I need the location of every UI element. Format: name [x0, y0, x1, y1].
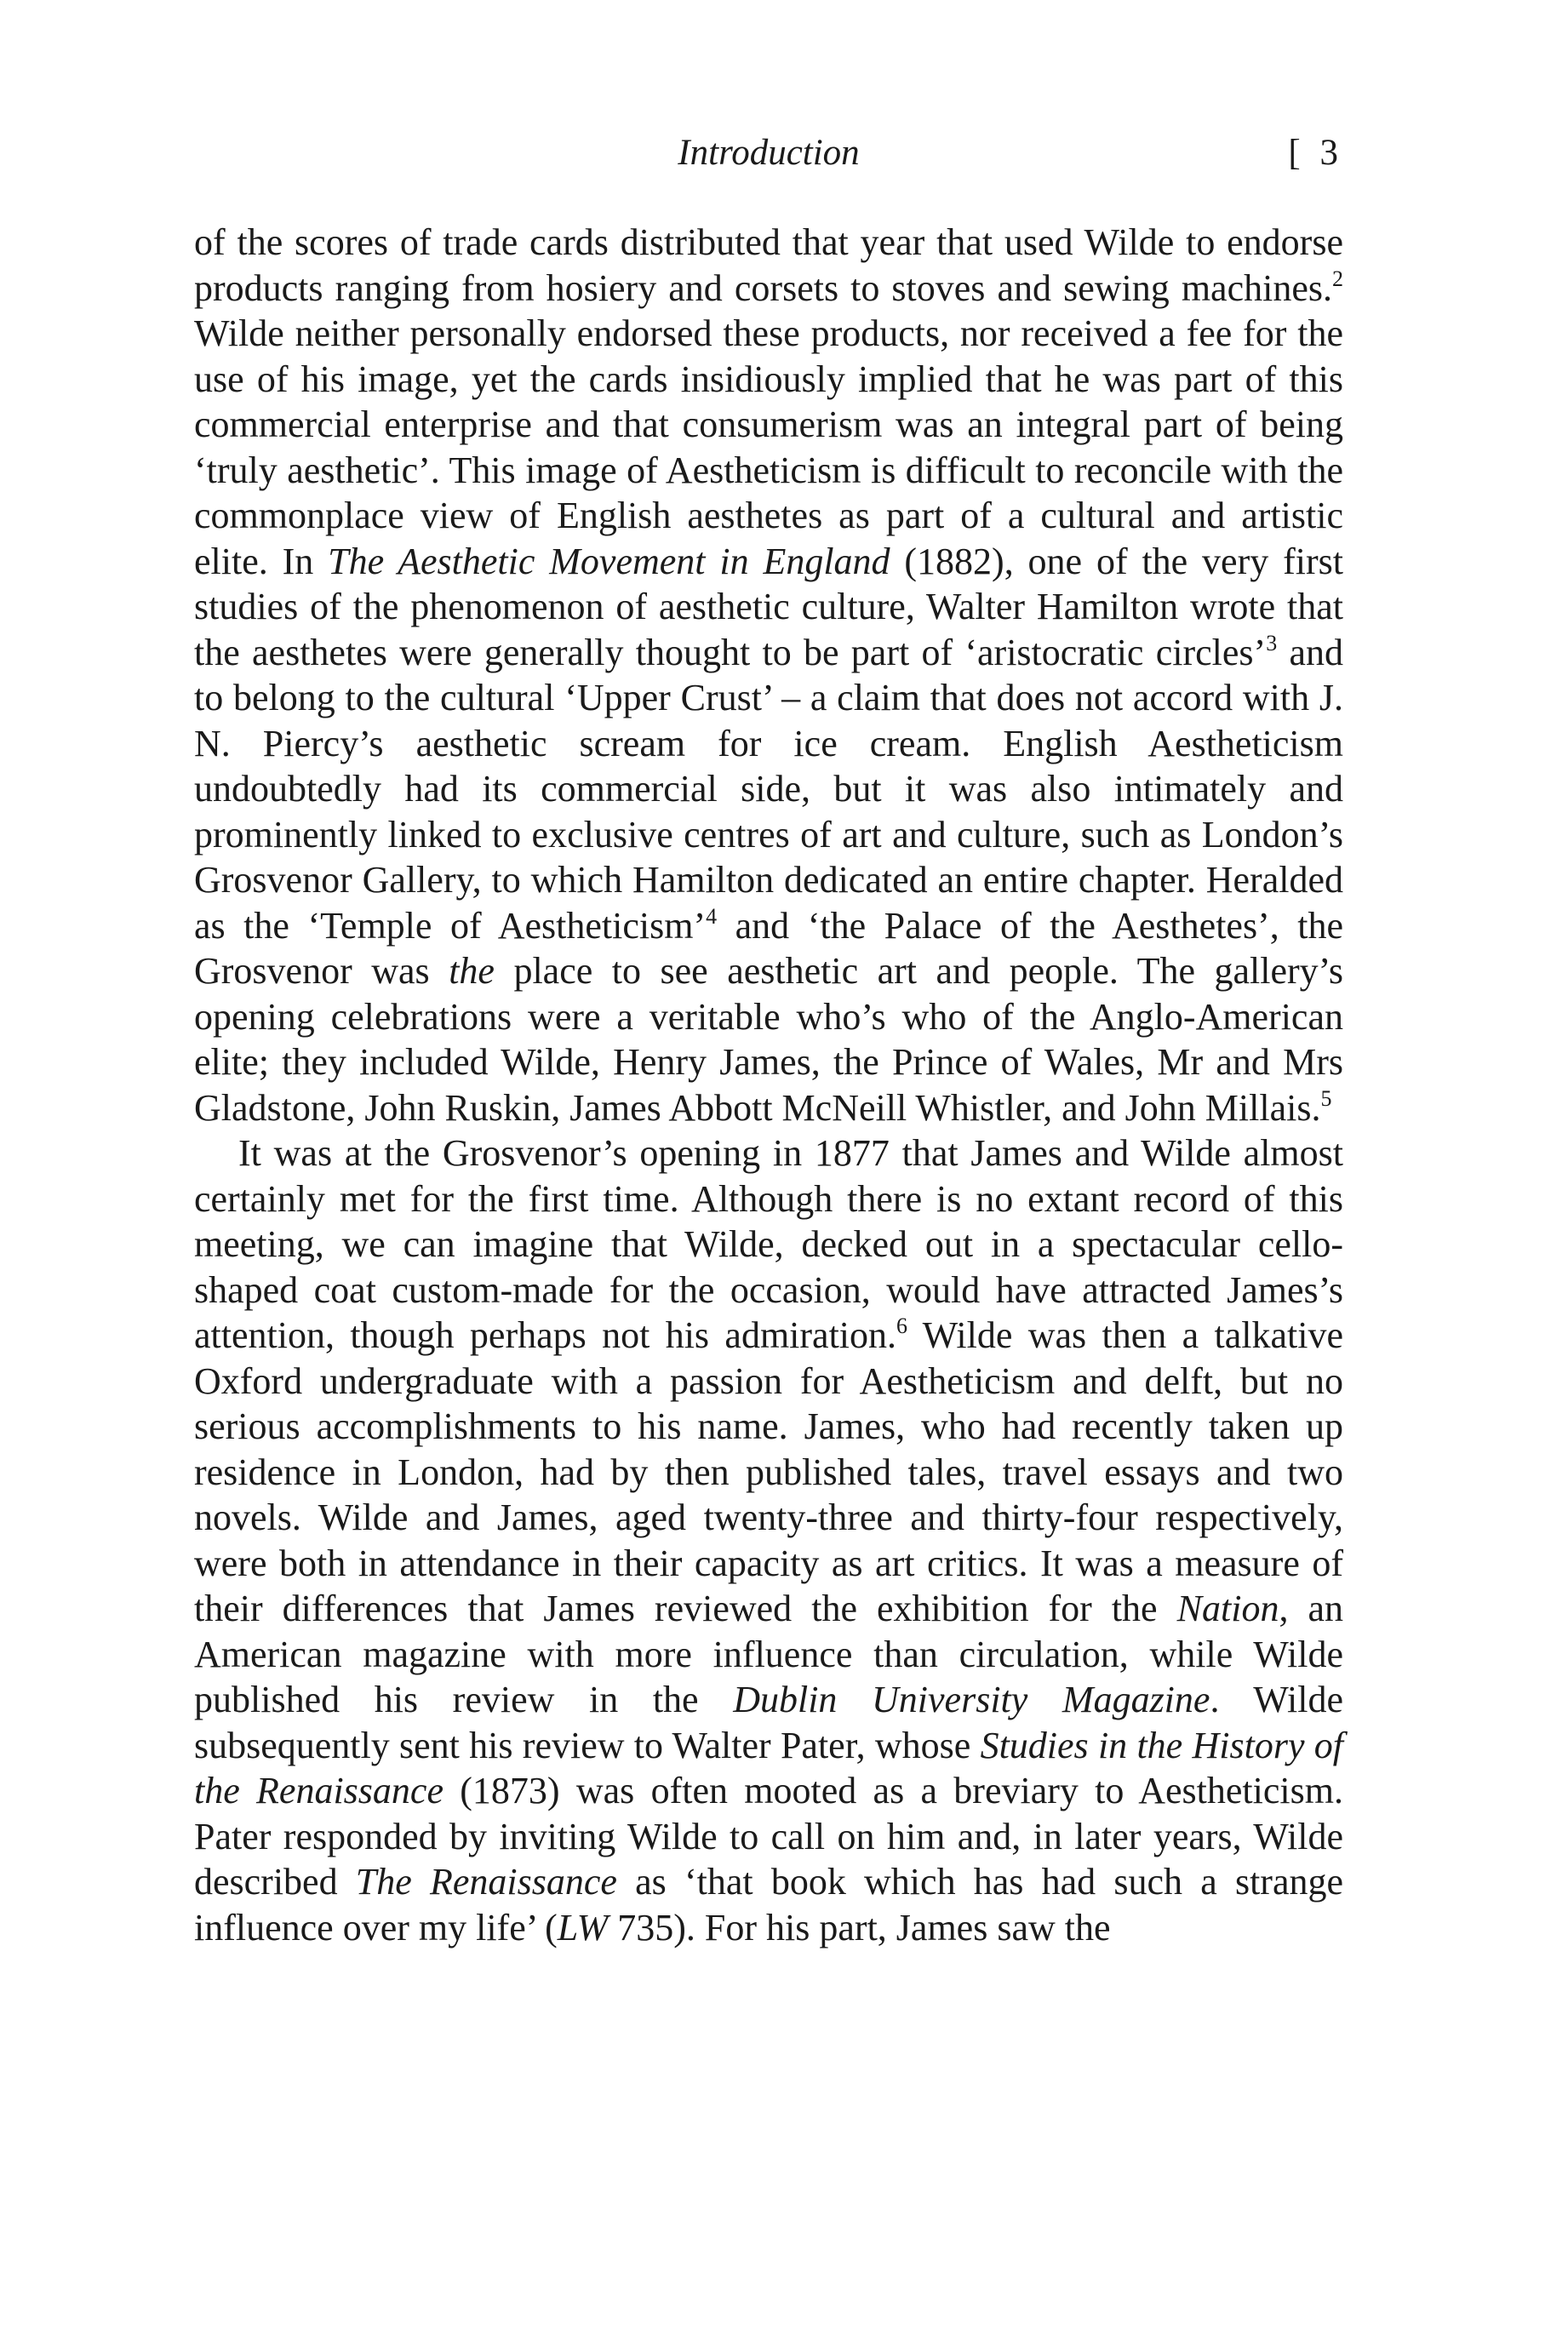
- italic-text: The Renaissance: [355, 1861, 617, 1903]
- page-number: [ 3: [1288, 133, 1343, 173]
- footnote-ref: 5: [1320, 1085, 1332, 1111]
- text-run: , an American magazine with more influence than circulation, while Wilde published his review in the: [194, 1588, 1344, 1720]
- running-head: [194, 128, 1343, 179]
- text-run: and to belong to the cultural ‘Upper Crust’ – a claim that does not accord with J. N. Piercy’s aesthetic scream for ice cream. English Aestheticism undoubtedly had its commercial side, but it was also intimately and prominently linked to exclusive centres of art and culture, such as London’s Grosvenor Gallery, to which Hamilton dedicated an entire chapter. Heralded as the ‘Temple of Aestheticism’: [194, 631, 1343, 947]
- footnote-ref: 4: [706, 903, 718, 929]
- footnote-ref: 2: [1332, 266, 1343, 291]
- text-run: Wilde neither personally endorsed these products, nor received a fee for the use of his image, yet the cards insidiously implied that he was part of this commercial enterprise and that consumerism was an integral part of being ‘truly aesthetic’. This image of Aestheticism is difficult to reconcile with the commonplace view of English aesthetes as part of a cultural and artistic elite. In: [194, 312, 1343, 582]
- text-run: It was at the Grosvenor’s opening in 1877 that James and Wilde almost certainly met for the first time. Although there is no extant record of this meeting, we can imagine that Wilde, decked out in a spectacular cello-shaped coat custom-made for the occasion, would have attracted James’s attention, though perhaps not his admiration.: [194, 1132, 1343, 1356]
- footnote-ref: 6: [896, 1313, 908, 1338]
- text-run: 735). For his part, James saw the: [608, 1906, 1111, 1949]
- paragraph-1: [194, 220, 1343, 1130]
- italic-text: the: [449, 950, 495, 992]
- text-run: as ‘that book which has had such a strange influence over my life’ (: [194, 1861, 1343, 1949]
- paragraph-2: [194, 1130, 1343, 1950]
- footnote-ref: 3: [1266, 630, 1278, 655]
- body-text: [194, 220, 1343, 1950]
- italic-text: LW: [557, 1906, 609, 1949]
- italic-text: Nation: [1176, 1588, 1279, 1629]
- italic-text: Studies in the History of the Renaissance: [194, 1724, 1343, 1811]
- text-run: (1882), one of the very first studies of the phenomenon of aesthetic culture, Walter Hamilton wrote that the aesthetes were generally thought to be part of ‘aristocratic circles’: [194, 540, 1343, 673]
- text-run: (1873) was often mooted as a breviary to Aestheticism. Pater responded by inviting Wilde to call on him and, in later years, Wilde described: [194, 1770, 1343, 1903]
- text-run: . Wilde subsequently sent his review to Walter Pater, whose: [194, 1679, 1344, 1766]
- text-run: Wilde was then a talkative Oxford undergraduate with a passion for Aestheticism and delft, but no serious accomplishments to his name. James, who had recently taken up residence in London, had by then published tales, travel essays and two novels. Wilde and James, aged twenty-three and thirty-four respectively, were both in attendance in their capacity as art critics. It was a measure of their differences that James reviewed the exhibition for the: [194, 1314, 1343, 1629]
- italic-text: The Aesthetic Movement in England: [328, 540, 890, 582]
- text-run: of the scores of trade cards distributed that year that used Wilde to endorse products ranging from hosiery and corsets to stoves and sewing machines.: [194, 221, 1343, 309]
- running-title: Introduction: [678, 133, 860, 173]
- text-run: place to see aesthetic art and people. The gallery’s opening celebrations were a veritable who’s who of the Anglo-American elite; they included Wilde, Henry James, the Prince of Wales, Mr and Mrs Gladstone, John Ruskin, James Abbott McNeill Whistler, and John Millais.: [194, 950, 1343, 1129]
- text-run: and ‘the Palace of the Aesthetes’, the Grosvenor was: [194, 904, 1343, 992]
- italic-text: Dublin University Magazine: [733, 1679, 1210, 1720]
